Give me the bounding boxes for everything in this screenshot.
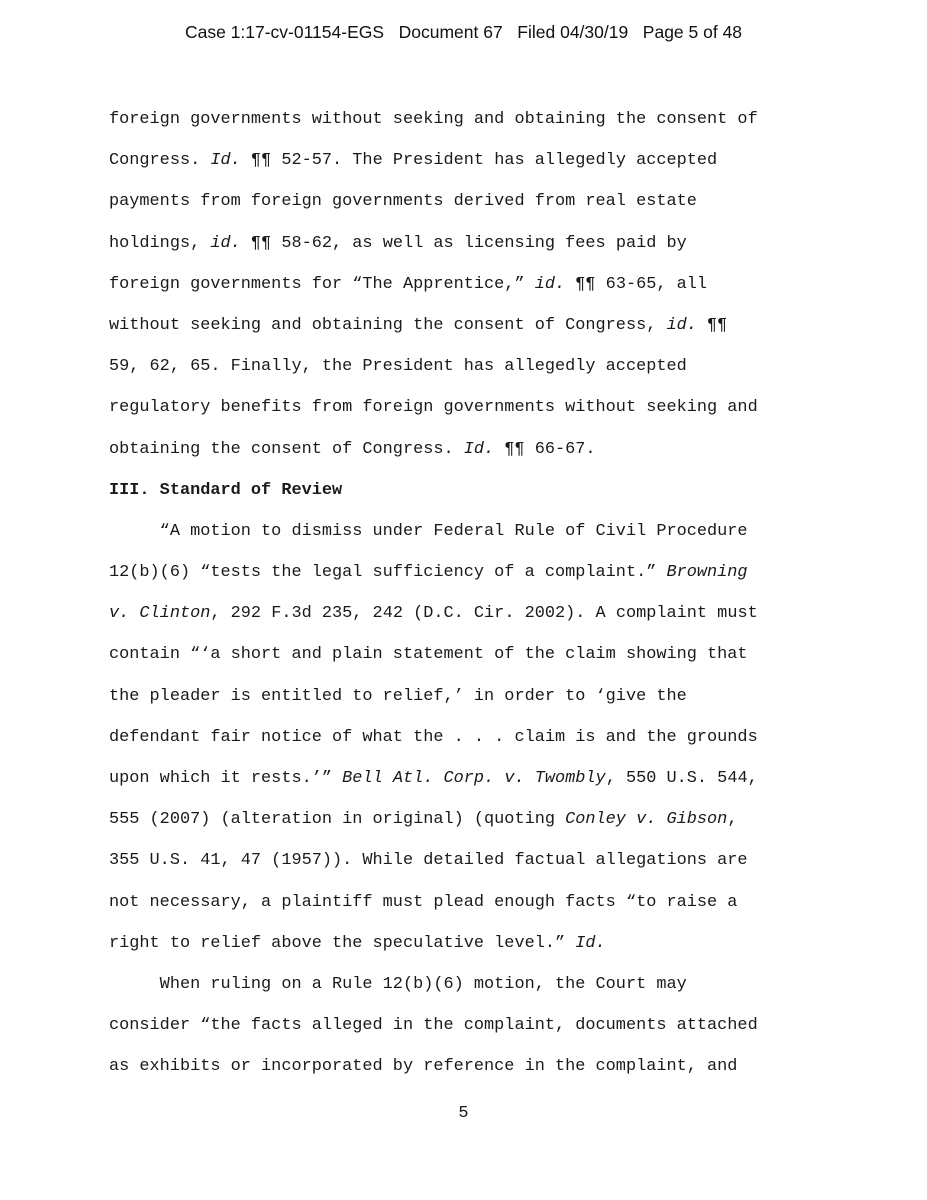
text-line	[109, 230, 829, 271]
text-segment: 555 (2007) (alteration in original) (quoting	[109, 810, 566, 830]
text-line	[109, 971, 829, 1012]
document-body	[109, 106, 829, 1095]
text-segment: ,	[727, 810, 738, 830]
italic-citation: v. Clinton	[109, 604, 211, 624]
text-segment: defendant fair notice of what the . . . claim is and the grounds	[109, 727, 758, 747]
text-segment: upon which it rests.’”	[109, 769, 343, 788]
text-segment: payments from foreign governments derived from real estate	[109, 192, 697, 212]
text-line	[109, 847, 829, 888]
text-line	[109, 559, 829, 600]
text-line	[109, 724, 829, 765]
text-segment: , 292 F.3d 235, 242 (D.C. Cir. 2002). A complaint must	[210, 604, 758, 624]
case-header: Case 1:17-cv-01154-EGS Document 67 Filed 04/30/19 Page 5 of 48	[184, 22, 743, 42]
text-line	[109, 1053, 829, 1094]
section-heading	[109, 477, 829, 518]
italic-citation: Conley v. Gibson	[565, 810, 728, 830]
text-segment: ¶¶ 66-67.	[494, 439, 596, 459]
italic-citation: id.	[534, 274, 566, 294]
italic-citation: Id.	[463, 439, 495, 459]
text-segment: foreign governments for “The Apprentice,”	[109, 274, 535, 294]
text-line	[109, 683, 829, 724]
text-segment: contain “‘a short and plain statement of the claim showing that	[109, 645, 748, 665]
text-segment: foreign governments without seeking and obtaining the consent of	[109, 110, 758, 129]
text-line	[109, 600, 829, 641]
italic-citation: Browning	[666, 563, 748, 583]
text-line	[109, 312, 829, 353]
text-line	[109, 394, 829, 435]
text-segment: 355 U.S. 41, 47 (1957)). While detailed factual allegations are	[109, 851, 748, 871]
text-segment: 12(b)(6) “tests the legal sufficiency of a complaint.”	[109, 563, 667, 583]
text-line	[109, 1012, 829, 1053]
text-segment: ¶¶ 52-57. The President has allegedly accepted	[240, 151, 718, 171]
text-segment: holdings,	[109, 233, 211, 253]
page-number: 5	[458, 1104, 469, 1123]
italic-citation: Id.	[210, 151, 241, 171]
text-segment: , 550 U.S. 544,	[605, 769, 758, 788]
text-line	[109, 147, 829, 188]
text-segment: without seeking and obtaining the consent of Congress,	[109, 315, 667, 335]
text-segment: not necessary, a plaintiff must plead enough facts “to raise a	[109, 892, 738, 912]
text-segment: ¶¶	[696, 315, 728, 335]
text-segment: obtaining the consent of Congress.	[109, 439, 464, 459]
text-line	[109, 765, 829, 806]
text-line	[109, 889, 829, 930]
text-segment: consider “the facts alleged in the complaint, documents attached	[109, 1016, 758, 1036]
italic-citation: id.	[210, 233, 241, 253]
text-segment: the pleader is entitled to relief,’ in order to ‘give the	[109, 686, 687, 706]
text-line	[109, 106, 829, 147]
text-segment: ¶¶ 58-62, as well as licensing fees paid by	[240, 233, 687, 253]
text-segment: ¶¶ 63-65, all	[565, 274, 708, 294]
text-segment: Congress.	[109, 151, 211, 171]
text-segment: 59, 62, 65. Finally, the President has allegedly accepted	[109, 357, 687, 377]
text-segment: as exhibits or incorporated by reference in the complaint, and	[109, 1057, 738, 1077]
text-line	[109, 641, 829, 682]
text-segment: “A motion to dismiss under Federal Rule of Civil Procedure	[109, 521, 748, 541]
text-line	[109, 271, 829, 312]
heading-text: III. Standard of Review	[109, 480, 343, 500]
italic-citation: id.	[666, 315, 697, 335]
italic-citation: Bell Atl. Corp. v. Twombly	[342, 769, 606, 788]
text-line	[109, 806, 829, 847]
text-segment: When ruling on a Rule 12(b)(6) motion, the Court may	[109, 974, 687, 994]
text-line	[109, 436, 829, 477]
text-line	[109, 518, 829, 559]
text-line	[109, 930, 829, 971]
text-line	[109, 188, 829, 229]
text-segment: regulatory benefits from foreign governments without seeking and	[109, 398, 758, 418]
italic-citation: Id.	[575, 933, 606, 953]
text-segment: right to relief above the speculative level.”	[109, 933, 576, 953]
text-line	[109, 353, 829, 394]
